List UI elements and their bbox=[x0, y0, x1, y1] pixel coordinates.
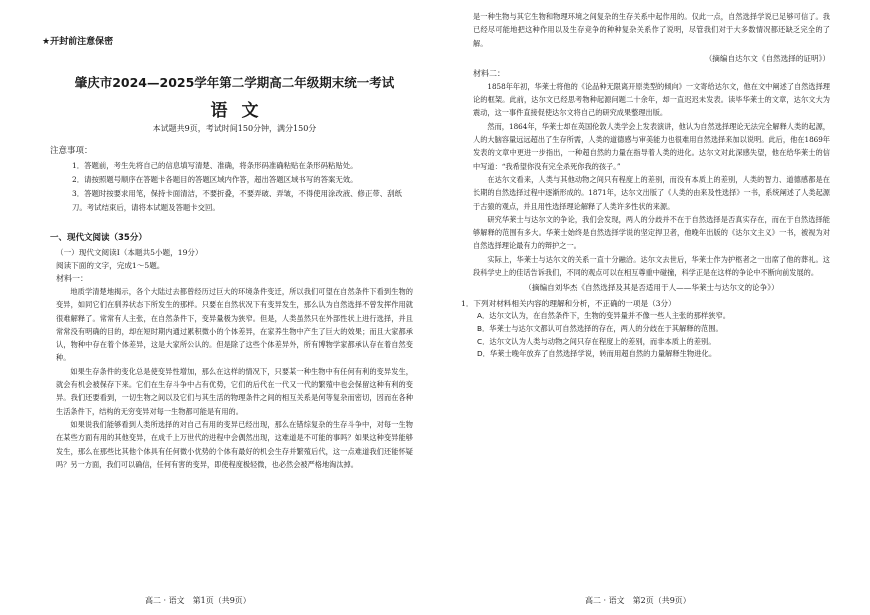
material-1-source: （摘编自达尔文《自然选择的证明》） bbox=[704, 53, 830, 63]
passage-paragraph: 如果说我们能够看到人类所选择的对自己有用的变异已经出现，那么在错综复杂的生存斗争中，对每一生物在某些方面有用的其他变异，在成千上万世代的进程中会偶然出现，这难道是不可能的事吗？如果这种变异能够发生，那么在那些比其他个体具有任何微小优势的个体有最好的机会生存并繁殖后代，这一点难道我们还能怀疑吗？另一方面，我们可以确信，任何有害的变异，即使程度极轻微，也必然会被严格地淘汰掉。 bbox=[56, 419, 413, 469]
right-page bbox=[435, 0, 870, 615]
question-1-option-d: D．华莱士晚年放弃了自然选择学说，转而用超自然的力量解释生物进化。 bbox=[477, 349, 717, 359]
exam-title: 肇庆市2024—2025学年第二学期高二年级期末统一考试 bbox=[74, 75, 395, 90]
passage-paragraph: 然而，1864年，华莱士却在英国伦敦人类学会上发表演讲，他认为自然选择理论无法完全解释人类的起源，人的大脑容量远远超出了生存所需，人类的道德感与审美能力也很难用自然选择来加以说明。此后，他在1869年发表的文章中更进一步指出，一种超自然的力量在指导着人类的进化。达尔文对此深感失望，他在给华莱士的信中写道：“我希望你没有完全杀死你我的孩子。” bbox=[473, 121, 830, 171]
question-1-option-a: A．达尔文认为，在自然条件下，生物的变异量并不像一些人主张的那样狭窄。 bbox=[477, 311, 731, 321]
passage-paragraph: 研究华莱士与达尔文的争论，我们会发现，两人的分歧并不在于自然选择是否真实存在，而在于自然选择能够解释的范围有多大。华莱士始终是自然选择学说的坚定捍卫者，他晚年出版的《达尔文主义》一书，被视为对自然选择理论最有力的辩护之一。 bbox=[473, 214, 830, 251]
exam-info: 本试题共9页，考试时间150分钟，满分150分 bbox=[152, 124, 317, 133]
section-title: 一、现代文阅读（35分） bbox=[50, 233, 147, 243]
passage-paragraph: 是一种生物与其它生物和物理环境之间复杂的生存关系中起作用的。仅此一点，自然选择学说已足够可信了。我已经尽可能地把这种作用以及生存竞争的种种复杂关系作了说明，尽管我们对于大多数情况都还缺乏完全的了解。 bbox=[473, 12, 830, 48]
material-2-label: 材料二： bbox=[473, 68, 505, 78]
notice-list bbox=[56, 159, 413, 215]
material-2-source: （摘编自刘华杰《自然选择及其是否适用于人——华莱士与达尔文的论争》） bbox=[524, 283, 779, 293]
question-1-stem: 1．下列对材料相关内容的理解和分析，不正确的一项是（3分） bbox=[461, 299, 676, 309]
notice-item: 3．答题时按要求用笔，保持卡面清洁，不要折叠，不要弄破、弄皱，不得使用涂改液、修正带、刮纸刀。考试结束后，请将本试题及答题卡交回。 bbox=[72, 189, 402, 212]
question-1-option-b: B．华莱士与达尔文都认可自然选择的存在，两人的分歧在于其解释的范围。 bbox=[477, 323, 723, 333]
notice-item: 2．请按照题号顺序在答题卡各题目的答题区域内作答，超出答题区域书写的答案无效。 bbox=[72, 175, 358, 184]
material-1-label: 材料一： bbox=[56, 274, 88, 283]
passage-paragraph: 在达尔文看来，人类与其他动物之间只有程度上的差别，而没有本质上的差别，人类的智力、道德感都是在长期的自然选择过程中逐渐形成的。1871年，达尔文出版了《人类的由来及性选择》一书，系统阐述了人类起源于古猿的观点，并且用性选择理论解释了人类许多性状的来源。 bbox=[473, 174, 830, 211]
passage-paragraph: 1858年年初，华莱士将他的《论品种无限离开原类型的倾向》一文寄给达尔文，他在文中阐述了自然选择理论的框架。此前，达尔文已经思考物种起源问题二十余年，却一直迟迟未发表。读毕华莱士的文章，达尔文大为震动，这一事件直接促使达尔文将自己的研究成果整理出版。 bbox=[473, 81, 830, 118]
page-footer-left: 高二 · 语文 第1页（共9页） bbox=[145, 596, 251, 605]
notice-title: 注意事项： bbox=[50, 146, 93, 156]
page-footer-right: 高二 · 语文 第2页（共9页） bbox=[585, 596, 691, 605]
question-1-option-c: C．达尔文认为人类与动物之间只存在程度上的差别，而非本质上的差别。 bbox=[477, 336, 716, 346]
secret-label: ★开封前注意保密 bbox=[42, 37, 114, 47]
passage-paragraph: 地质学清楚地揭示，各个大陆过去都曾经历过巨大的环境条件变迁，所以我们可望在自然条件下看到生物的变异，如同它们在驯养状态下所发生的那样。只要在自然状况下有变异发生，那么认为自然选择不曾发挥作用就很难解释了。常常有人主张，在自然条件下，变异量极为狭窄。但是，人类虽然只在外部性状上进行选择，并且常常没有明确的目的，却在短时期内通过累积微小的个体差异，在家养生物中产生了巨大的效果；而且大家都承认，物种中存在着个体差异，这是大家所公认的。但是除了这些个体差异外，所有博物学家都承认存在着自然变种。 bbox=[56, 287, 413, 363]
sub-section-title: （一）现代文阅读Ⅰ（本题共5小题，19分） bbox=[56, 248, 203, 257]
passage-paragraph: 实际上，华莱士与达尔文的关系一直十分融洽。达尔文去世后，华莱士作为护柩者之一出席了他的葬礼。这段科学史上的佳话告诉我们，不同的观点可以在相互尊重中碰撞，科学正是在这样的争论中不断向前发展的。 bbox=[473, 254, 830, 278]
notice-item: 1．答题前，考生先将自己的信息填写清楚、准确，将条形码准确粘贴在条形码粘贴处。 bbox=[72, 161, 358, 170]
passage-paragraph: 如果生存条件的变化总是使变异性增加，那么在这样的情况下，只要某一种生物中有任何有利的变异发生，就会有机会被保存下来。它们在生存斗争中占有优势，它们的后代在一代又一代的繁殖中也会保留这种有利的变异。我们还要看到，一切生物之间以及它们与其生活的物理条件之间的相互关系是何等复杂而密切，因而在各种生活条件下，结构的无穷变异对每一生物都可能是有用的。 bbox=[56, 366, 413, 416]
subject-title: 语文 bbox=[210, 101, 273, 121]
reading-instruction: 阅读下面的文字，完成1～5题。 bbox=[56, 261, 165, 270]
